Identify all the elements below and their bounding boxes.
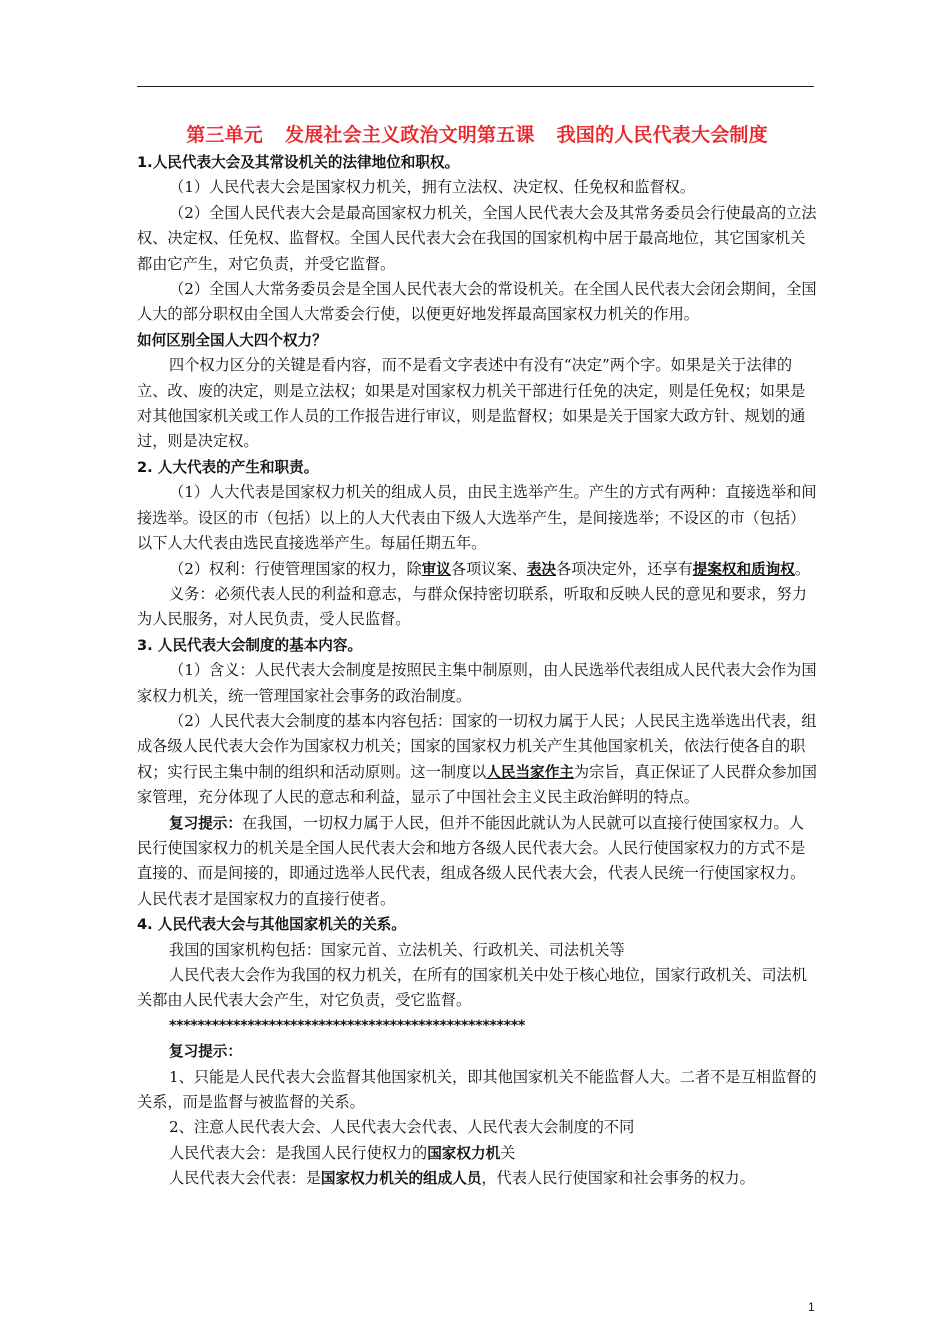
section-1-heading: 1.人民代表大会及其常设机关的法律地位和职权。 [137,154,460,171]
section-2-heading: 2. 人大代表的产生和职责。 [137,458,319,476]
section-1-para-1: （1）人民代表大会是国家权力机关，拥有立法权、决定权、任免权和监督权。 [169,178,696,197]
keyword-vote: 表决 [526,560,557,578]
section-4-para-2: 人民代表大会作为我国的权力机关，在所有的国家机关中处于核心地位，国家行政机关、司法机关都由人民代表大会产生，对它负责，受它监督。 [137,966,807,1010]
section-1-para-3: （2）全国人大常务委员会是全国人民代表大会的常设机关。在全国人民代表大会闭会期间，全国人大的部分职权由全国人大常委会行使，以便更好地发挥最高国家权力机关的作用。 [137,280,817,324]
section-3-para-1: （1）含义：人民代表大会制度是按照民主集中制原则，由人民选举代表组成人民代表大会作为国家权力机关，统一管理国家社会事务的政治制度。 [137,661,817,705]
page-title [137,120,817,150]
review-tip-4: 人民代表大会代表：是国家权力机关的组成人员，代表人民行使国家和社会事务的权力。 [169,1169,755,1188]
review-tip-3: 人民代表大会：是我国人民行使权力的国家权力机关 [169,1143,516,1162]
title-topic: 我国的人民代表大会制度 [556,124,768,146]
title-unit: 第三单元 [186,124,263,146]
section-2-para-1: （1）人大代表是国家权力机关的组成人员，由民主选举产生。产生的方式有两种：直接选举和间接选举。设区的市（包括）以上的人大代表由下级人大选举产生，是间接选举；不设区的市（包括）以下人大代表由选民直接选举产生。每届任期五年。 [137,483,817,553]
section-3-heading: 3. 人民代表大会制度的基本内容。 [137,636,363,654]
section-3-para-2: （2）人民代表大会制度的基本内容包括：国家的一切权力属于人民；人民民主选举选出代表，组成各级人民代表大会作为国家权力机关；国家的国家权力机关产生其他国家机关，依法行使各自的职权；实行民主集中制的组织和活动原则。这一制度以人民当家作主为宗旨，真正保证了人民群众参加国家管理，充分体现了人民的意志和利益，显示了中国社会主义民主政治鲜明的特点。 [137,711,817,807]
question-heading: 如何区别全国人大四个权力？ [137,331,327,349]
tip-label: 复习提示： [169,814,242,832]
section-2-para-2: （2）权利：行使管理国家的权力，除审议各项议案、表决各项决定外，还享有提案权和质询权。 [169,559,811,578]
keyword-organ-members: 国家权力机关的组成人员 [320,1170,482,1188]
keyword-review: 审议 [421,560,451,578]
page-number: 1 [808,1300,815,1314]
keyword-proposal-inquiry: 提案权和质询权 [692,560,795,578]
header-rule [137,86,814,87]
section-4-para-1: 我国的国家机构包括：国家元首、立法机关、行政机关、司法机关等 [169,940,625,959]
title-lesson: 发展社会主义政治文明第五课 [285,124,535,146]
review-tip-1: 1、只能是人民代表大会监督其他国家机关，即其他国家机关不能监督人大。二者不是互相监督的关系，而是监督与被监督的关系。 [137,1067,817,1112]
keyword-power-organ: 国家权力机 [427,1144,501,1162]
document-body [137,120,817,1192]
review-tip-2: 2、注意人民代表大会、人民代表大会代表、人民代表大会制度的不同 [169,1118,635,1137]
section-1-para-2: （2）全国人民代表大会是最高国家权力机关，全国人民代表大会及其常务委员会行使最高的立法权、决定权、任免权、监督权。全国人民代表大会在我国的国家机构中居于最高地位，其它国家机关都由它产生，对它负责，并受它监督。 [137,203,817,273]
section-2-para-3: 义务：必须代表人民的利益和意志，与群众保持密切联系，听取和反映人民的意见和要求，努力为人民服务，对人民负责，受人民监督。 [137,584,807,629]
section-3-tip: 复习提示：在我国，一切权力属于人民，但并不能因此就认为人民就可以直接行使国家权力。人民行使国家权力的机关是全国人民代表大会和地方各级人民代表大会。人民行使国家权力的方式不是直接的、而是间接的，即通过选举人民代表，组成各级人民代表大会，代表人民统一行使国家权力。人民代表才是国家权力的直接行使者。 [137,813,806,908]
question-body: 四个权力区分的关键是看内容，而不是看文字表述中有没有“决定”两个字。如果是关于法律的立、改、废的决定，则是立法权；如果是对国家权力机关干部进行任免的决定，则是任免权；如果是对其他国家机关或工作人员的工作报告进行审议，则是监督权；如果是关于国家大政方针、规划的通过，则是决定权。 [137,356,806,451]
review-tip-label: 复习提示： [169,1043,242,1061]
star-divider: ************************************************** [169,1017,526,1034]
keyword-people-masters: 人民当家作主 [486,763,574,781]
section-4-heading: 4. 人民代表大会与其他国家机关的关系。 [137,916,406,934]
